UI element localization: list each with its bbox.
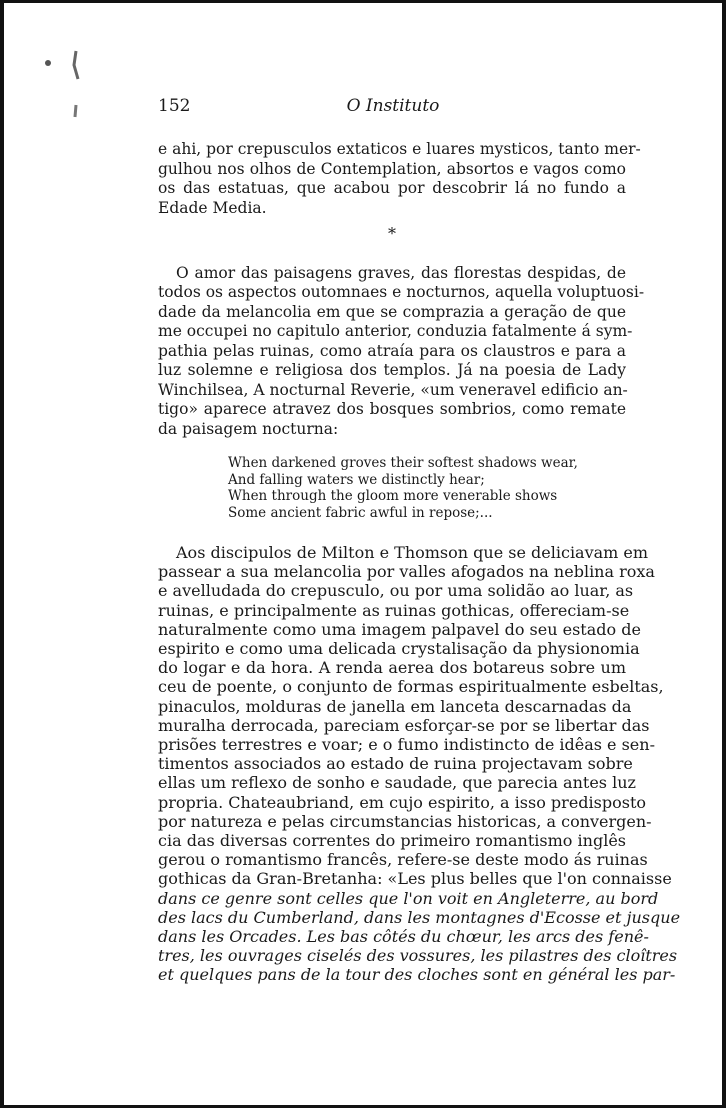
text-line: gothicas da Gran-Bretanha: «Les plus belles que l'on connaisse bbox=[158, 869, 672, 889]
scan-border-left bbox=[0, 0, 4, 1108]
verse-line: When through the gloom more venerable shows bbox=[228, 488, 558, 504]
text-line: do logar e da hora. A renda aerea dos botareus sobre um bbox=[158, 658, 626, 678]
text-line-italic: dans les Orcades. Les bas côtés du chœur, les arcs des fenê- bbox=[158, 927, 649, 947]
text-line: dade da melancolia em que se comprazia a geração de que bbox=[158, 302, 626, 321]
text-line-italic: tres, les ouvrages ciselés des vossures, les pilastres des cloîtres bbox=[158, 946, 678, 966]
text-line: e ahi, por crepusculos extaticos e luares mysticos, tanto mer- bbox=[158, 140, 641, 158]
text-line: pathia pelas ruinas, como atraía para os claustros e para a bbox=[158, 341, 626, 360]
text-line: muralha derrocada, pareciam esforçar-se por se libertar das bbox=[158, 715, 650, 735]
paragraph-1 bbox=[158, 140, 641, 218]
text-line: ceu de poente, o conjunto de formas espiritualmente esbeltas, bbox=[158, 677, 664, 697]
text-line: tigo» aparece atravez dos bosques sombrios, como remate bbox=[158, 400, 626, 418]
text-line: luz solemne e religiosa dos templos. Já na poesia de Lady bbox=[158, 361, 626, 379]
text-line: pinaculos, molduras de janella em lanceta descarnadas da bbox=[158, 696, 632, 716]
scan-border-right bbox=[722, 0, 726, 1108]
text-line-italic: dans ce genre sont celles que l'on voit en Angleterre, au bord bbox=[158, 888, 659, 908]
text-line: Aos discipulos de Milton e Thomson que se deliciavam em bbox=[176, 543, 649, 562]
text-line: Winchilsea, A nocturnal Reverie, «um veneravel edificio an- bbox=[158, 380, 628, 399]
text-line: prisões terrestres e voar; e o fumo indistincto de idêas e sen- bbox=[158, 735, 655, 755]
text-line: propria. Chateaubriand, em cujo espirito, a isso predisposto bbox=[158, 792, 647, 812]
text-line: ellas um reflexo de sonho e saudade, que parecia antes luz bbox=[158, 773, 636, 793]
running-title: O Instituto bbox=[346, 96, 440, 116]
text-line: timentos associados ao estado de ruina projectavam sobre bbox=[158, 754, 633, 774]
page-number: 152 bbox=[158, 96, 191, 116]
text-line: espirito e como uma delicada crystalisação da physionomia bbox=[158, 639, 640, 659]
paragraph-3 bbox=[158, 543, 681, 985]
text-line: todos os aspectos outomnaes e nocturnos, aquella voluptuosi- bbox=[158, 283, 645, 301]
text-line-italic: et quelques pans de la tour des cloches sont en général les par- bbox=[158, 965, 676, 985]
text-line: ruinas, e principalmente as ruinas gothicas, offereciam-se bbox=[158, 600, 630, 620]
verse-line: Some ancient fabric awful in repose;... bbox=[228, 504, 493, 521]
text-line: naturalmente como uma imagem palpavel do seu estado de bbox=[158, 619, 641, 639]
scan-border-top bbox=[0, 0, 726, 3]
text-line: da paisagem nocturna: bbox=[158, 419, 339, 438]
binding-marks bbox=[40, 45, 90, 135]
page-header bbox=[158, 96, 628, 124]
text-line: e avelludada do crepusculo, ou por uma solidão ao luar, as bbox=[158, 581, 634, 601]
text-line: passear a sua melancolia por valles afogados na neblina roxa bbox=[158, 562, 655, 582]
paragraph-2 bbox=[158, 263, 645, 440]
verse-line: When darkened groves their softest shadows wear, bbox=[228, 455, 578, 471]
verse-line: And falling waters we distinctly hear; bbox=[228, 471, 485, 488]
verse-quotation bbox=[228, 455, 626, 521]
page-body bbox=[158, 140, 681, 985]
text-line-italic: des lacs du Cumberland, dans les montagnes d'Ecosse et jusque bbox=[158, 907, 681, 927]
text-line: Edade Media. bbox=[158, 198, 267, 217]
section-separator: * bbox=[388, 224, 396, 243]
text-line: me occupei no capitulo anterior, conduzia fatalmente á sym- bbox=[158, 322, 633, 340]
text-line: O amor das paisagens graves, das florestas despidas, de bbox=[176, 263, 626, 282]
text-line: por natureza e pelas circumstancias historicas, a convergen- bbox=[158, 811, 652, 831]
text-line: os das estatuas, que acabou por descobrir lá no fundo a bbox=[158, 179, 626, 197]
text-line: gerou o romantismo francês, refere-se deste modo ás ruinas bbox=[158, 850, 648, 870]
text-line: gulhou nos olhos de Contemplation, absortos e vagos como bbox=[158, 159, 626, 178]
text-line: cia das diversas correntes do primeiro romantismo inglês bbox=[158, 831, 626, 851]
